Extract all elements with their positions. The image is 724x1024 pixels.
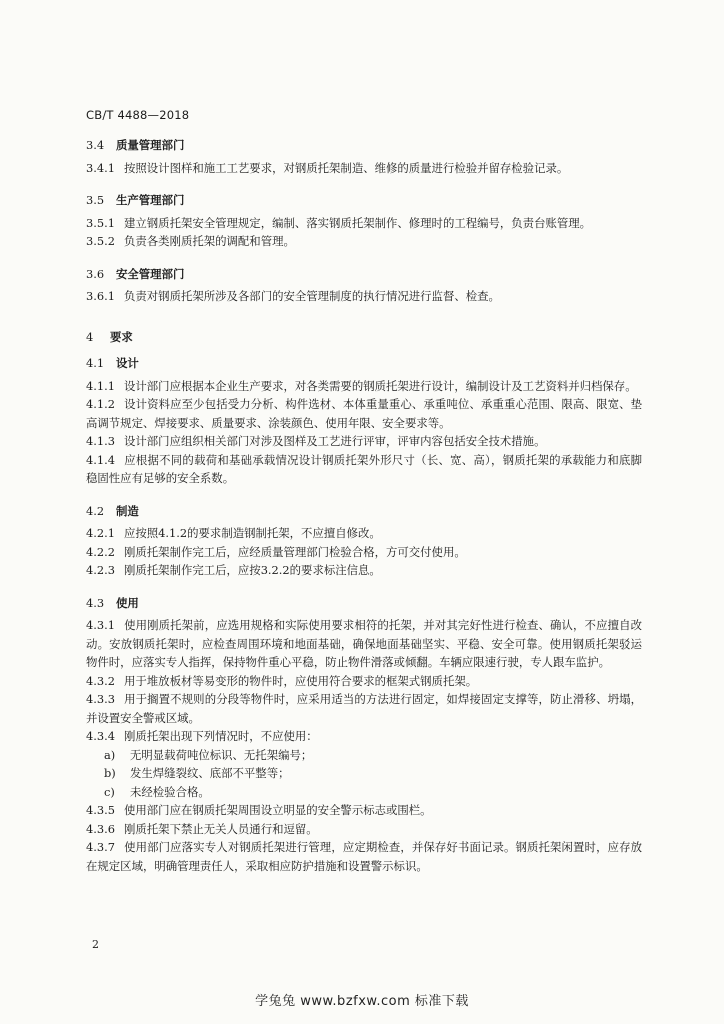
clause-3-6-1: 3.6.1 负责对钢质托架所涉及各部门的安全管理制度的执行情况进行监督、检查。 <box>86 289 500 303</box>
section-heading-4-1: 4.1 设计 <box>86 356 139 370</box>
clause-4-1-4: 4.1.4 应根据不同的载荷和基础承载情况设计钢质托架外形尺寸（长、宽、高），钢质托架的承载能力和底脚稳固性应有足够的安全系数。 <box>86 452 642 485</box>
clause-4-3-7: 4.3.7 使用部门应落实专人对钢质托架进行管理，应定期检查，并保存好书面记录。钢质托架闲置时，应存放在规定区域，明确管理责任人，采取相应防护措施和设置警示标识。 <box>86 840 642 873</box>
clause-4-1-3: 4.1.3 设计部门应组织相关部门对涉及图样及工艺进行评审，评审内容包括安全技术措施。 <box>86 434 546 448</box>
section-heading-4-2: 4.2 制造 <box>86 503 139 518</box>
section-heading-4-3: 4.3 使用 <box>86 595 139 610</box>
clause-4-3-5: 4.3.5 使用部门应在钢质托架周围设立明显的安全警示标志或围栏。 <box>86 803 432 817</box>
clause-3-5-1: 3.5.1 建立钢质托架安全管理规定，编制、落实钢质托架制作、修理时的工程编号，负责台账管理。 <box>86 215 592 230</box>
list-item: c) 未经检验合格。 <box>104 784 210 799</box>
standard-number: CB/T 4488—2018 <box>86 108 190 122</box>
clause-3-4-1: 3.4.1 按照设计图样和施工工艺要求，对钢质托架制造、维修的质量进行检验并留存检验记录。 <box>86 160 569 175</box>
clause-4-3-3: 4.3.3 用于搁置不规则的分段等物件时，应采用适当的方法进行固定，如焊接固定支撑等，防止滑移、坍塌，并设置安全警戒区域。 <box>86 692 642 725</box>
clause-4-3-1: 4.3.1 使用刚质托架前，应选用规格和实际使用要求相符的托架，并对其完好性进行检查、确认，不应擅自改动。安放钢质托架时，应检查周围环境和地面基础，确保地面基础坚实、平稳、安全可靠。使用钢质托架驳运物件时，应落实专人指挥，保持物件重心平稳，防止物件滑落或倾翻。车辆应限速行驶，专人跟车监护。 <box>86 618 642 669</box>
clause-4-2-1: 4.2.1 应按照4.1.2的要求制造钢制托架，不应擅自修改。 <box>86 526 381 540</box>
list-item: a) 无明显载荷吨位标识、无托架编号； <box>104 747 313 762</box>
clause-4-3-6: 4.3.6 刚质托架下禁止无关人员通行和逗留。 <box>86 821 318 836</box>
document-body <box>86 130 642 875</box>
watermark-footer[interactable]: 学兔兔 www.bzfxw.com 标准下载 <box>255 994 469 1009</box>
clause-4-3-4: 4.3.4 刚质托架出现下列情况时，不应使用： <box>86 729 318 743</box>
clause-4-2-3: 4.2.3 刚质托架制作完工后，应按3.2.2的要求标注信息。 <box>86 563 381 577</box>
section-heading-3-6: 3.6 安全管理部门 <box>86 266 185 281</box>
page-number: 2 <box>92 938 99 951</box>
clause-4-1-1: 4.1.1 设计部门应根据本企业生产要求，对各类需要的钢质托架进行设计，编制设计及工艺资料并归档保存。 <box>86 378 637 393</box>
list-item: b) 发生焊缝裂纹、底部不平整等； <box>104 766 290 780</box>
section-heading-3-4: 3.4 质量管理部门 <box>86 138 185 152</box>
clause-4-3-2: 4.3.2 用于堆放板材等易变形的物件时，应使用符合要求的框架式钢质托架。 <box>86 673 478 688</box>
chapter-heading-4: 4 要求 <box>86 329 133 344</box>
clause-4-1-2: 4.1.2 设计资料应至少包括受力分析、构件选材、本体重量重心、承重吨位、承重重心范围、限高、限宽、垫高调节规定、焊接要求、质量要求、涂装颜色、使用年限、安全要求等。 <box>86 397 642 430</box>
clause-3-5-2: 3.5.2 负责各类刚质托架的调配和管理。 <box>86 234 295 248</box>
section-heading-3-5: 3.5 生产管理部门 <box>86 193 185 207</box>
clause-4-2-2: 4.2.2 刚质托架制作完工后，应经质量管理部门检验合格，方可交付使用。 <box>86 544 466 559</box>
